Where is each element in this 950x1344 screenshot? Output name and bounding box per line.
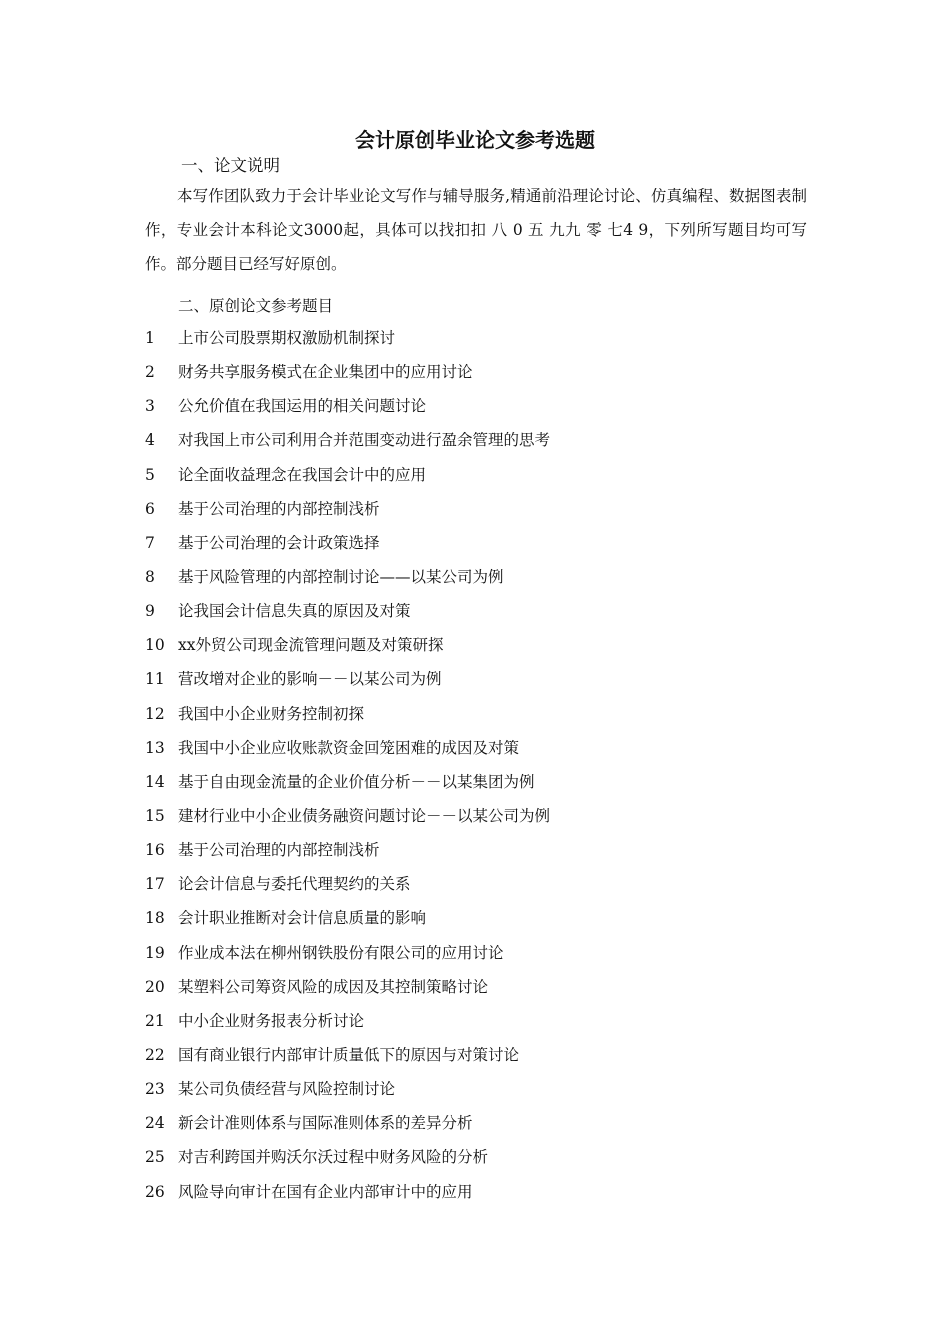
list-item [145,1004,845,1038]
topic-number: 14 [145,772,165,791]
topic-title: 对我国上市公司利用合并范围变动进行盈余管理的思考 [178,431,551,450]
topic-title: 我国中小企业财务控制初探 [178,704,365,723]
topic-title: 对吉利跨国并购沃尔沃过程中财务风险的分析 [178,1148,489,1167]
topic-number: 5 [145,465,155,484]
list-item [145,833,845,867]
topic-number: 21 [145,1011,165,1030]
topic-number: 11 [145,670,165,689]
list-item [145,594,845,628]
list-item [145,321,845,355]
topic-title: 会计职业推断对会计信息质量的影响 [178,909,427,928]
topic-number: 13 [145,738,165,757]
topic-number: 26 [145,1182,165,1201]
topic-title: 基于公司治理的会计政策选择 [178,533,380,552]
list-item [145,458,845,492]
list-item [145,936,845,970]
topic-title: 某公司负债经营与风险控制讨论 [178,1080,396,1099]
topic-title: 建材行业中小企业债务融资问题讨论－－以某公司为例 [178,806,551,825]
topic-title: 基于自由现金流量的企业价值分析－－以某集团为例 [178,772,535,791]
topic-title: 营改增对企业的影响－－以某公司为例 [178,670,442,689]
list-item [145,901,845,935]
topic-number: 6 [145,499,155,518]
topic-number: 12 [145,704,165,723]
topic-title: 中小企业财务报表分析讨论 [178,1011,365,1030]
list-item [145,560,845,594]
list-item [145,423,845,457]
topic-number: 1 [145,329,155,347]
list-item [145,1038,845,1072]
section-heading-explanation: 一、论文说明 [181,156,280,175]
topic-number: 8 [145,567,155,586]
list-item [145,1072,845,1106]
topic-list [145,321,845,1209]
topic-number: 24 [145,1114,165,1133]
topic-number: 4 [145,431,155,450]
list-item [145,628,845,662]
topic-title: 我国中小企业应收账款资金回笼困难的成因及对策 [178,738,520,757]
topic-number: 23 [145,1080,165,1099]
topic-title: 论全面收益理念在我国会计中的应用 [178,465,427,484]
list-item [145,697,845,731]
topic-title: 某塑料公司筹资风险的成因及其控制策略讨论 [178,977,489,996]
topic-title: xx外贸公司现金流管理问题及对策研探 [178,636,444,655]
list-item [145,867,845,901]
topic-number: 15 [145,806,165,825]
topic-number: 2 [145,363,155,382]
topic-title: 新会计准则体系与国际准则体系的差异分析 [178,1114,473,1133]
list-item [145,526,845,560]
topic-title: 基于公司治理的内部控制浅析 [178,499,380,518]
topic-title: 公允价值在我国运用的相关问题讨论 [178,397,427,416]
topic-number: 7 [145,533,155,552]
list-item [145,1106,845,1140]
section-heading-topics: 二、原创论文参考题目 [178,297,334,315]
topic-number: 19 [145,943,165,962]
intro-paragraph: 本写作团队致力于会计毕业论文写作与辅导服务,精通前沿理论讨论、仿真编程、数据图表制作，专业会计本科论文3000起，具体可以找扣扣 八 0 五 九九 零 七4 9，下列所写题目均可写作。部分题目已经写好原创。 [145,187,807,273]
topic-number: 18 [145,909,165,928]
list-item [145,492,845,526]
list-item [145,970,845,1004]
topic-number: 25 [145,1148,165,1167]
list-item [145,799,845,833]
list-item [145,355,845,389]
topic-title: 国有商业银行内部审计质量低下的原因与对策讨论 [178,1045,520,1064]
topic-number: 16 [145,841,165,860]
topic-title: 基于风险管理的内部控制讨论——以某公司为例 [178,567,504,586]
topic-title: 论我国会计信息失真的原因及对策 [178,602,411,621]
topic-number: 22 [145,1045,165,1064]
list-item [145,662,845,696]
topic-number: 17 [145,875,165,894]
topic-number: 10 [145,636,165,655]
list-item [145,1140,845,1174]
topic-title: 作业成本法在柳州钢铁股份有限公司的应用讨论 [178,943,504,962]
topic-title: 基于公司治理的内部控制浅析 [178,841,380,860]
topic-number: 9 [145,602,155,621]
topic-title: 论会计信息与委托代理契约的关系 [178,875,411,894]
list-item [145,389,845,423]
list-item [145,731,845,765]
topic-title: 风险导向审计在国有企业内部审计中的应用 [178,1182,473,1201]
list-item [145,765,845,799]
topic-number: 3 [145,397,155,416]
list-item [145,1175,845,1209]
topic-title: 财务共享服务模式在企业集团中的应用讨论 [178,363,473,382]
topic-title: 上市公司股票期权激励机制探讨 [178,329,396,347]
document-title: 会计原创毕业论文参考选题 [355,128,595,152]
topic-number: 20 [145,977,165,996]
